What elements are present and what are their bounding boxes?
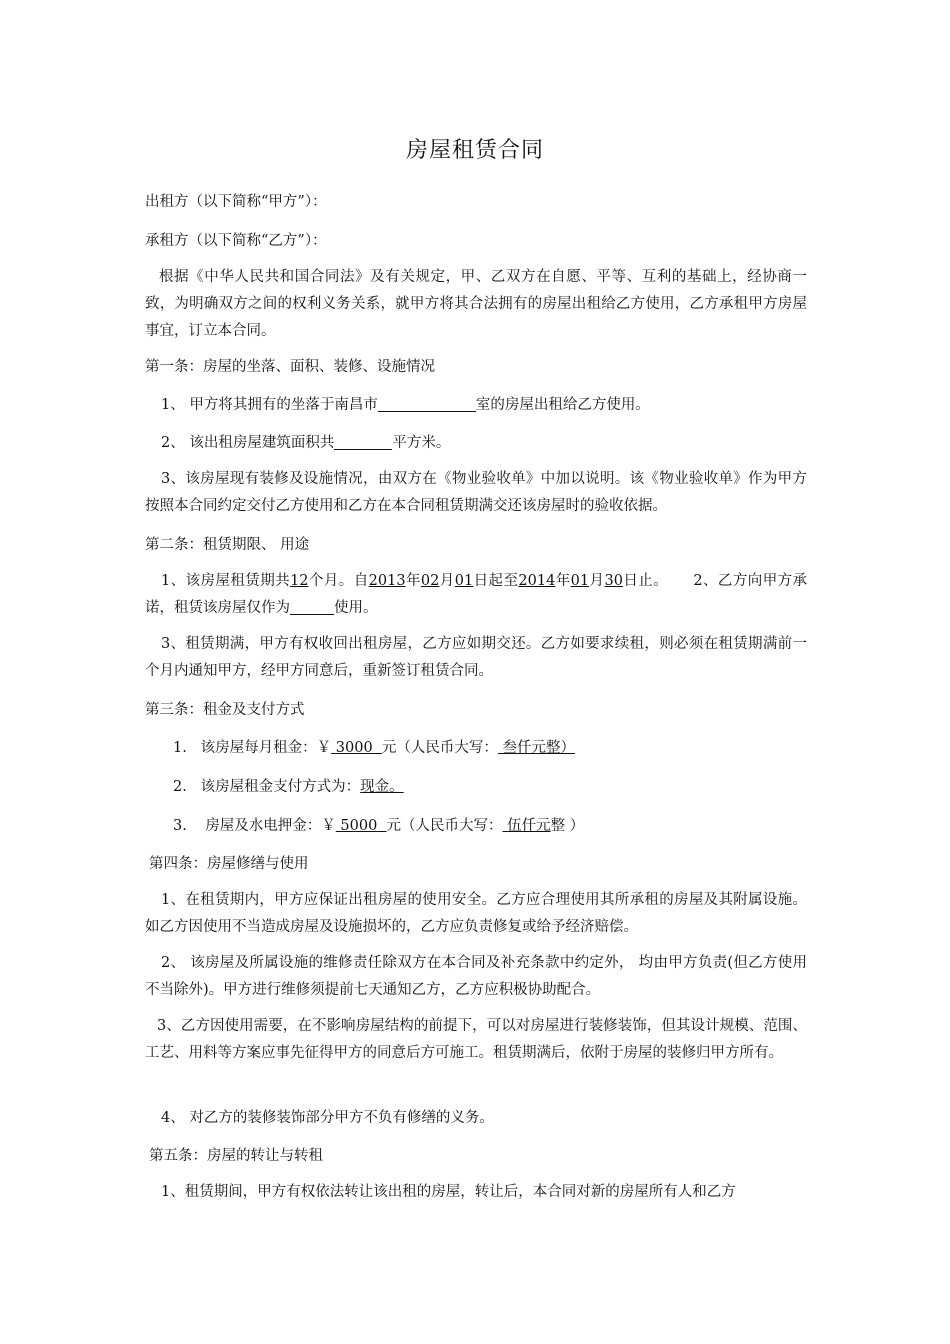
article-4-clause-2: 2、 该房屋及所属设施的维修责任除双方在本合同及补充条款中约定外， 均由甲方负责(但乙方使用不当除外)。甲方进行维修须提前七天通知乙方，乙方应积极协助配合。 [145, 955, 807, 998]
article-2-heading: 第二条：租赁期限、 用途 [145, 537, 310, 553]
article-5-clause-1: 1、租赁期间，甲方有权依法转让该出租的房屋，转让后，本合同对新的房屋所有人和乙方 [161, 1184, 736, 1200]
usage-blank [290, 598, 334, 615]
clause-text: 该房屋租金支付方式为： [200, 779, 361, 795]
article-2-clause-3: 3、租赁期满，甲方有权收回出租房屋，乙方应如期交还。乙方如要求续租，则必须在租赁期满前一个月内通知甲方，经甲方同意后，重新签订租赁合同。 [145, 636, 807, 679]
end-year: 2014 [518, 573, 556, 589]
article-1-clause-2 [161, 433, 450, 453]
clause-text: 该房屋每月租金：￥ [200, 740, 332, 756]
rent-amount: 3000 [335, 740, 373, 756]
article-5-heading: 第五条：房屋的转让与转租 [149, 1148, 323, 1164]
area-blank [334, 433, 392, 450]
document-title: 房屋租赁合同 [405, 138, 544, 163]
clause-text: 整 ） [550, 818, 585, 834]
clause-text: 室的房屋出租给乙方使用。 [475, 397, 650, 413]
payment-method: 现金。 [360, 779, 404, 795]
clause-text: 元（人民币大写： [386, 818, 503, 834]
lessee-line: 承租方（以下简称“乙方”）： [145, 233, 327, 249]
clause-text: 1、该房屋租赁期共 [161, 573, 291, 589]
article-3-clause-3 [173, 816, 584, 836]
start-year: 2013 [368, 573, 406, 589]
clause-text: 2、乙方向甲方承诺，租赁该房屋仅作为 [145, 573, 808, 616]
address-blank [378, 395, 476, 412]
clause-text: 1、 甲方将其拥有的坐落于南昌市 [161, 397, 378, 413]
article-3-clause-2 [173, 777, 500, 797]
clause-text: 月 [589, 573, 605, 589]
rent-amount-words: 叁仟元整） [502, 740, 576, 756]
clause-text: 2、 该出租房屋建筑面积共 [161, 435, 335, 451]
lease-months: 12 [290, 573, 309, 589]
start-month: 02 [420, 573, 440, 589]
deposit-amount-words: 伍仟元 [507, 818, 551, 834]
lessor-line: 出租方（以下简称“甲方”）： [145, 194, 327, 210]
clause-text: 日止。 [622, 573, 669, 589]
end-month: 01 [570, 573, 590, 589]
clause-text: 日起至 [473, 573, 519, 589]
clause-text: 个月。自 [308, 573, 369, 589]
clause-text: 平方米。 [392, 435, 451, 451]
article-3-heading: 第三条：租金及支付方式 [145, 702, 305, 718]
clause-text: 房屋及水电押金：￥ [205, 818, 336, 834]
clause-text: 使用。 [334, 600, 378, 616]
article-2-clause-1-2 [145, 568, 807, 622]
article-4-clause-1: 1、在租赁期内，甲方应保证出租房屋的使用安全。乙方应合理使用其所承租的房屋及其附属设施。如乙方因使用不当造成房屋及设施损坏的，乙方应负责修复或给予经济赔偿。 [145, 892, 807, 935]
article-4-heading: 第四条：房屋修缮与使用 [149, 856, 309, 872]
article-3-clause-1 [173, 738, 575, 758]
clause-text: 元（人民币大写： [381, 740, 498, 756]
clause-text: 年 [405, 573, 421, 589]
clause-number: 2. [173, 779, 187, 795]
article-4-clause-3: 3、乙方因使用需要，在不影响房屋结构的前提下，可以对房屋进行装修装饰，但其设计规模、范围、工艺、用料等方案应事先征得甲方的同意后方可施工。租赁期满后，依附于房屋的装修归甲方所有。 [145, 1018, 807, 1061]
article-1-clause-1 [161, 395, 650, 415]
end-day: 30 [604, 573, 623, 589]
clause-number: 1. [173, 740, 187, 756]
clause-text: 月 [439, 573, 455, 589]
article-1-clause-3: 3、该房屋现有装修及设施情况，由双方在《物业验收单》中加以说明。该《物业验收单》作为甲方按照本合同约定交付乙方使用和乙方在本合同租赁期满交还该房屋时的验收依据。 [145, 471, 807, 514]
preamble-paragraph: 根据《中华人民共和国合同法》及有关规定，甲、乙双方在自愿、平等、互利的基础上，经协商一致，为明确双方之间的权利义务关系，就甲方将其合法拥有的房屋出租给乙方使用，乙方承租甲方房屋事宜，订立本合同。 [145, 269, 807, 339]
deposit-amount: 5000 [340, 818, 378, 834]
clause-text: 年 [555, 573, 571, 589]
article-4-clause-4: 4、 对乙方的装修装饰部分甲方不负有修缮的义务。 [161, 1110, 494, 1126]
article-1-heading: 第一条：房屋的坐落、面积、装修、设施情况 [145, 359, 435, 375]
start-day: 01 [454, 573, 474, 589]
clause-number: 3. [173, 818, 187, 834]
